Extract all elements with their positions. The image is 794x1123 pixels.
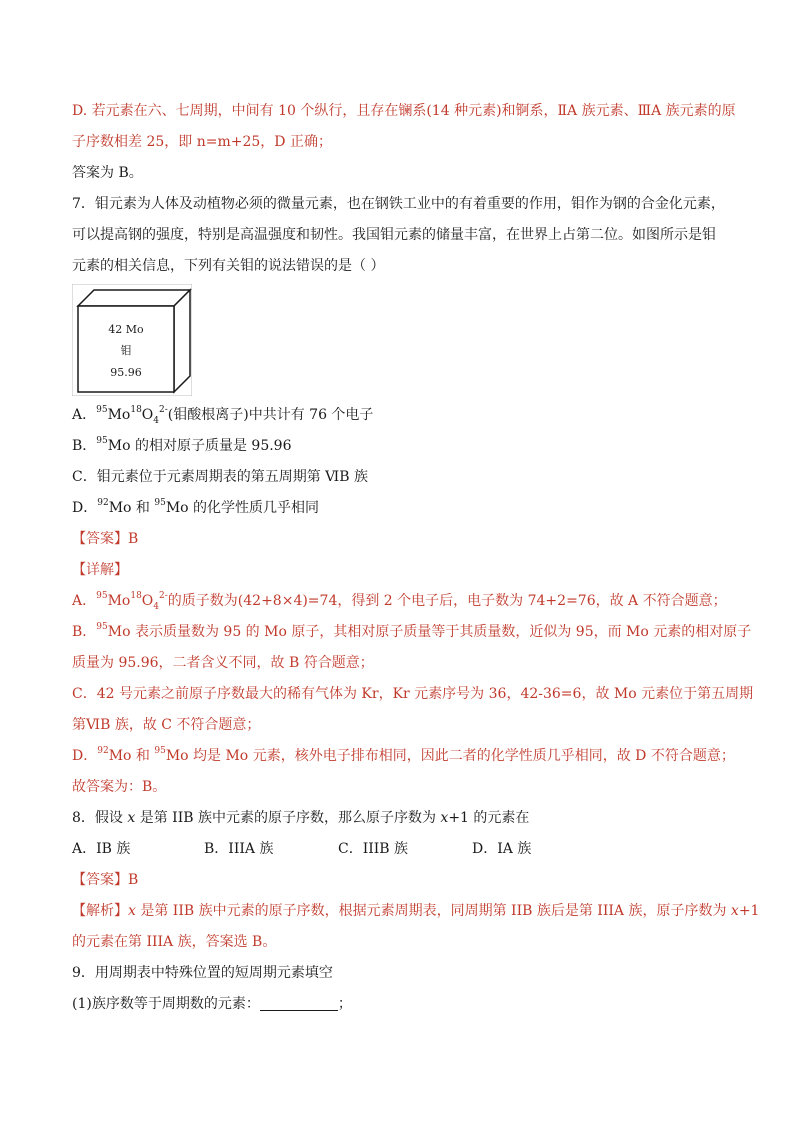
box-atomic-mass: 95.96 <box>110 366 142 379</box>
document-page <box>72 96 760 1020</box>
q7-stem-line1: 7．钼元素为人体及动植物必须的微量元素，也在钢铁工业中的有着重要的作用，钼作为钢的合金化元素， <box>72 196 725 212</box>
box-number-symbol: 42 Mo <box>108 323 144 336</box>
q7-detail-a: A．$^{95}Mo^{18}O_4^{2-}$的质子数为(42+8×4)=74，得到 2 个电子后，电子数为 74+2=76，故 A 不符合题意； <box>72 591 727 612</box>
q8-options <box>72 834 727 865</box>
q7-detail-tag: 【详解】 <box>72 562 128 578</box>
q8-option-b: B．IIIA 族 <box>204 841 274 857</box>
q9-sub1-blank[interactable] <box>260 994 338 1011</box>
q7-option-a: A．$^{95}Mo^{18}O_4^{2-}$(钼酸根离子)中共计有 76 个电子 <box>72 405 374 426</box>
prev-option-d-line1: D. 若元素在六、七周期，中间有 10 个纵行，且存在镧系(14 种元素)和锕系，ⅡA 族元素、ⅢA 族元素的原 <box>72 103 736 119</box>
q7-answer: 【答案】B <box>72 531 139 547</box>
q8-analysis-line2: 的元素在第 IIIA 族，答案选 B。 <box>72 934 277 950</box>
q7-detail-c-line2: 第ⅥB 族，故 C 不符合题意； <box>72 717 261 733</box>
q7-option-c: C．钼元素位于元素周期表的第五周期第 ⅥB 族 <box>72 469 368 485</box>
element-cube-figure <box>72 284 192 396</box>
q8-stem: 8．假设 x 是第 IIB 族中元素的原子序数，那么原子序数为 x+1 的元素在 <box>72 810 530 826</box>
q7-detail-d: D．$^{92}$Mo 和 $^{95}$Mo 均是 Mo 元素，核外电子排布相同，因此二者的化学性质几乎相同，故 D 不符合题意； <box>72 746 735 764</box>
q7-detail-c-line1: C．42 号元素之前原子序数最大的稀有气体为 Kr，Kr 元素序号为 36，42-36=6，故 Mo 元素位于第五周期 <box>72 686 754 702</box>
q7-option-b: B．$^{95}$Mo 的相对原子质量是 95.96 <box>72 436 292 454</box>
q7-stem-line3: 元素的相关信息，下列有关钼的说法错误的是（ ） <box>72 258 385 274</box>
q8-option-c: C．IIIB 族 <box>338 841 409 857</box>
q7-stem-line2: 可以提高钢的强度，特别是高温强度和韧性。我国钼元素的储量丰富，在世界上占第二位。如图所示是钼 <box>72 227 716 243</box>
q9-stem: 9．用周期表中特殊位置的短周期元素填空 <box>72 965 333 981</box>
q7-option-d: D．$^{92}$Mo 和 $^{95}$Mo 的化学性质几乎相同 <box>72 498 320 516</box>
q9-sub1: (1)族序数等于周期数的元素： ； <box>72 996 352 1012</box>
prev-option-d-line2: 子序数相差 25，即 n=m+25，D 正确； <box>72 134 332 150</box>
q8-option-d: D．IA 族 <box>472 841 532 857</box>
q8-option-a: A．IB 族 <box>72 841 131 857</box>
q7-detail-b-line1: B．$^{95}$Mo 表示质量数为 95 的 Mo 原子，其相对原子质量等于其质量数，近似为 95，而 Mo 元素的相对原子 <box>72 622 752 640</box>
q7-final-answer: 故答案为：B。 <box>72 779 167 795</box>
q8-answer: 【答案】B <box>72 872 139 888</box>
molybdenum-element-box <box>72 284 727 396</box>
q8-analysis-line1: 【解析】x 是第 IIB 族中元素的原子序数，根据元素周期表，同周期第 IIB 族后是第 IIIA 族，原子序数为 x+1 <box>72 903 760 919</box>
prev-answer: 答案为 B。 <box>72 165 143 181</box>
box-element-name: 钼 <box>120 344 132 357</box>
q7-detail-b-line2: 质量为 95.96，二者含义不同，故 B 符合题意； <box>72 655 374 671</box>
